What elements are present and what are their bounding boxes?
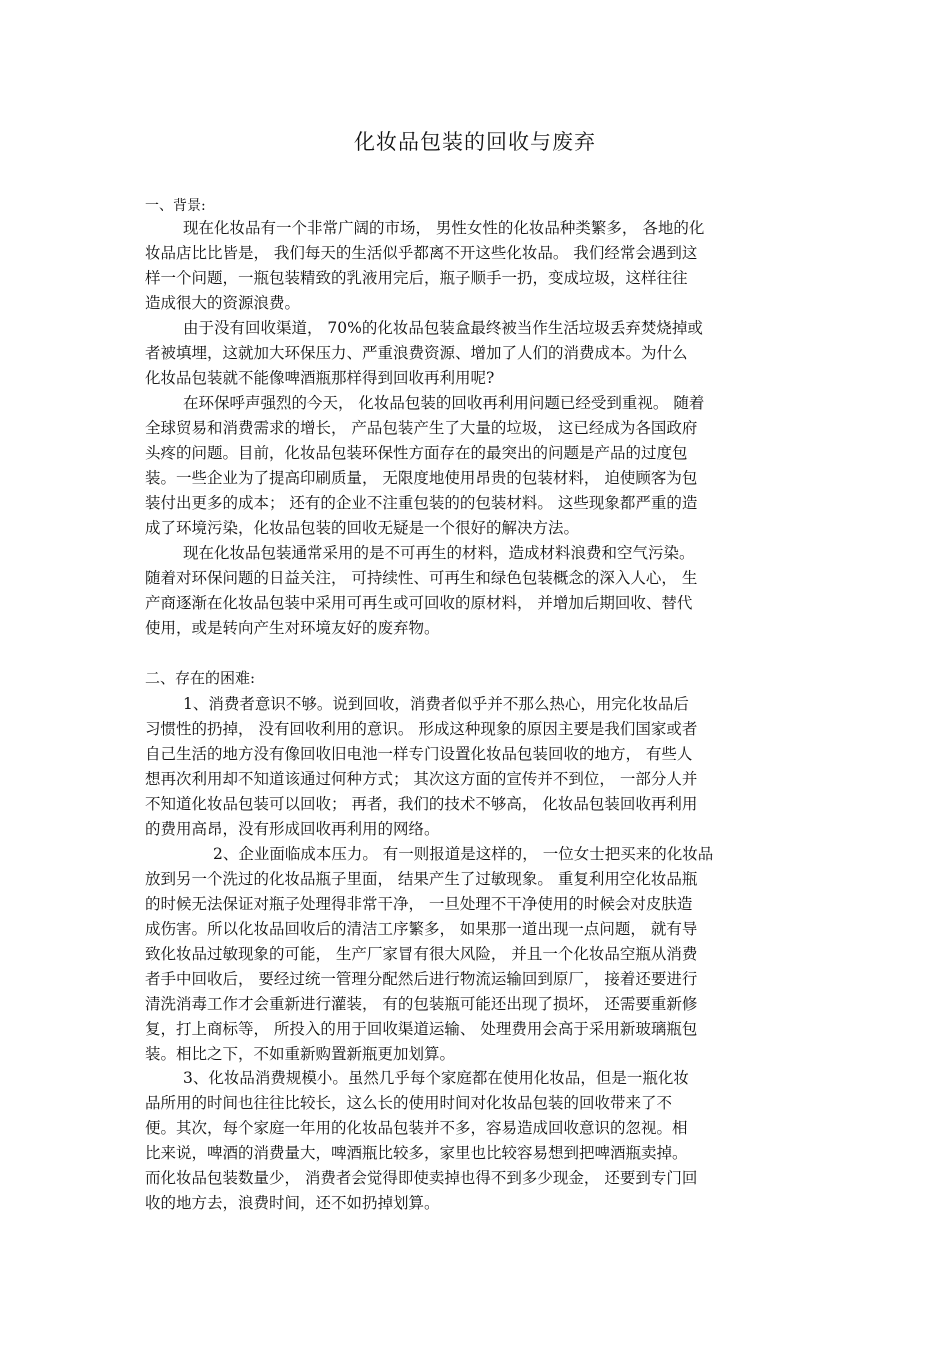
paragraph-consumer-awareness xyxy=(145,692,810,842)
text-line: 使用，或是转向产生对环境友好的废弃物。 xyxy=(145,619,440,637)
text-line: 习惯性的扔掉， 没有回收利用的意识。 形成这种现象的原因主要是我们国家或者 xyxy=(145,720,698,738)
text-line: 致化妆品过敏现象的可能， 生产厂家冒有很大风险， 并且一个化妆品空瓶从消费 xyxy=(145,945,698,963)
text-line: 而化妆品包装数量少， 消费者会觉得即使卖掉也得不到多少现金， 还要到专门回 xyxy=(145,1169,698,1187)
text-line: 复，打上商标等， 所投入的用于回收渠道运输、 处理费用会高于采用新玻璃瓶包 xyxy=(145,1020,698,1038)
text-line: 装。相比之下，不如重新购置新瓶更加划算。 xyxy=(145,1045,456,1063)
text-line: 3、化妆品消费规模小。虽然几乎每个家庭都在使用化妆品，但是一瓶化妆 xyxy=(183,1069,689,1087)
text-line: 清洗消毒工作才会重新进行灌装， 有的包装瓶可能还出现了损坏， 还需要重新修 xyxy=(145,995,698,1013)
text-line: 比来说，啤酒的消费量大，啤酒瓶比较多，家里也比较容易想到把啤酒瓶卖掉。 xyxy=(145,1144,688,1162)
paragraph-no-channel xyxy=(145,316,810,391)
text-line: 不知道化妆品包装可以回收； 再者，我们的技术不够高， 化妆品包装回收再利用 xyxy=(145,795,698,813)
text-line: 自己生活的地方没有像回收旧电池一样专门设置化妆品包装回收的地方， 有些人 xyxy=(145,745,693,763)
text-line: 在环保呼声强烈的今天， 化妆品包装的回收再利用问题已经受到重视。 随着 xyxy=(183,394,705,412)
paragraph-small-scale xyxy=(145,1066,810,1216)
text-line: 成伤害。所以化妆品回收后的清洁工序繁多， 如果那一道出现一点问题， 就有导 xyxy=(145,920,698,938)
text-line: 装付出更多的成本； 还有的企业不注重包装的的包装材料。 这些现象都严重的造 xyxy=(145,494,698,512)
text-line: 的时候无法保证对瓶子处理得非常干净， 一旦处理不干净使用的时候会对皮肤造 xyxy=(145,895,693,913)
text-line: 放到另一个洗过的化妆品瓶子里面， 结果产生了过敏现象。 重复利用空化妆品瓶 xyxy=(145,870,698,888)
text-line: 随着对环保问题的日益关注， 可持续性、可再生和绿色包装概念的深入人心， 生 xyxy=(145,569,698,587)
text-line: 1、消费者意识不够。说到回收，消费者似乎并不那么热心，用完化妆品后 xyxy=(183,695,689,713)
text-line: 收的地方去，浪费时间，还不如扔掉划算。 xyxy=(145,1194,440,1212)
paragraph-materials xyxy=(145,541,810,641)
section-heading-background: 一、背景: xyxy=(145,198,206,214)
text-line: 现在化妆品包装通常采用的是不可再生的材料，造成材料浪费和空气污染。 xyxy=(183,544,695,562)
section-heading-difficulties: 二、存在的困难: xyxy=(145,669,256,687)
text-line: 便。其次，每个家庭一年用的化妆品包装并不多，容易造成回收意识的忽视。相 xyxy=(145,1119,688,1137)
text-line: 样一个问题，一瓶包装精致的乳液用完后，瓶子顺手一扔，变成垃圾，这样往往 xyxy=(145,269,688,287)
text-line: 化妆品包装就不能像啤酒瓶那样得到回收再利用呢? xyxy=(145,369,495,387)
text-line: 全球贸易和消费需求的增长， 产品包装产生了大量的垃圾， 这已经成为各国政府 xyxy=(145,419,698,437)
text-line: 头疼的问题。目前，化妆品包装环保性方面存在的最突出的问题是产品的过度包 xyxy=(145,444,688,462)
text-line: 品所用的时间也往往比较长，这么长的使用时间对化妆品包装的回收带来了不 xyxy=(145,1094,673,1112)
text-line: 2、企业面临成本压力。 有一则报道是这样的， 一位女士把买来的化妆品 xyxy=(213,845,714,863)
text-line: 的费用高昂，没有形成回收再利用的网络。 xyxy=(145,820,440,838)
text-line: 者被填埋，这就加大环保压力、严重浪费资源、增加了人们的消费成本。为什么 xyxy=(145,344,688,362)
text-line: 妆品店比比皆是， 我们每天的生活似乎都离不开这些化妆品。 我们经常会遇到这 xyxy=(145,244,698,262)
text-line: 成了环境污染，化妆品包装的回收无疑是一个很好的解决方法。 xyxy=(145,519,580,537)
paragraph-environment xyxy=(145,391,810,541)
text-line: 装。一些企业为了提高印刷质量， 无限度地使用昂贵的包装材料， 迫使顾客为包 xyxy=(145,469,698,487)
paragraph-cost-pressure xyxy=(145,842,810,1067)
paragraph-market xyxy=(145,216,810,316)
text-line: 现在化妆品有一个非常广阔的市场， 男性女性的化妆品种类繁多， 各地的化 xyxy=(183,219,705,237)
text-line: 造成很大的资源浪费。 xyxy=(145,294,301,312)
text-line: 者手中回收后， 要经过统一管理分配然后进行物流运输回到原厂， 接着还要进行 xyxy=(145,970,698,988)
text-line: 想再次利用却不知道该通过何种方式； 其次这方面的宣传并不到位， 一部分人并 xyxy=(145,770,698,788)
text-line: 产商逐渐在化妆品包装中采用可再生或可回收的原材料， 并增加后期回收、替代 xyxy=(145,594,693,612)
text-line: 由于没有回收渠道， 70%的化妆品包装盒最终被当作生活垃圾丢弃焚烧掉或 xyxy=(183,319,703,337)
document-title: 化妆品包装的回收与废弃 xyxy=(354,130,596,154)
